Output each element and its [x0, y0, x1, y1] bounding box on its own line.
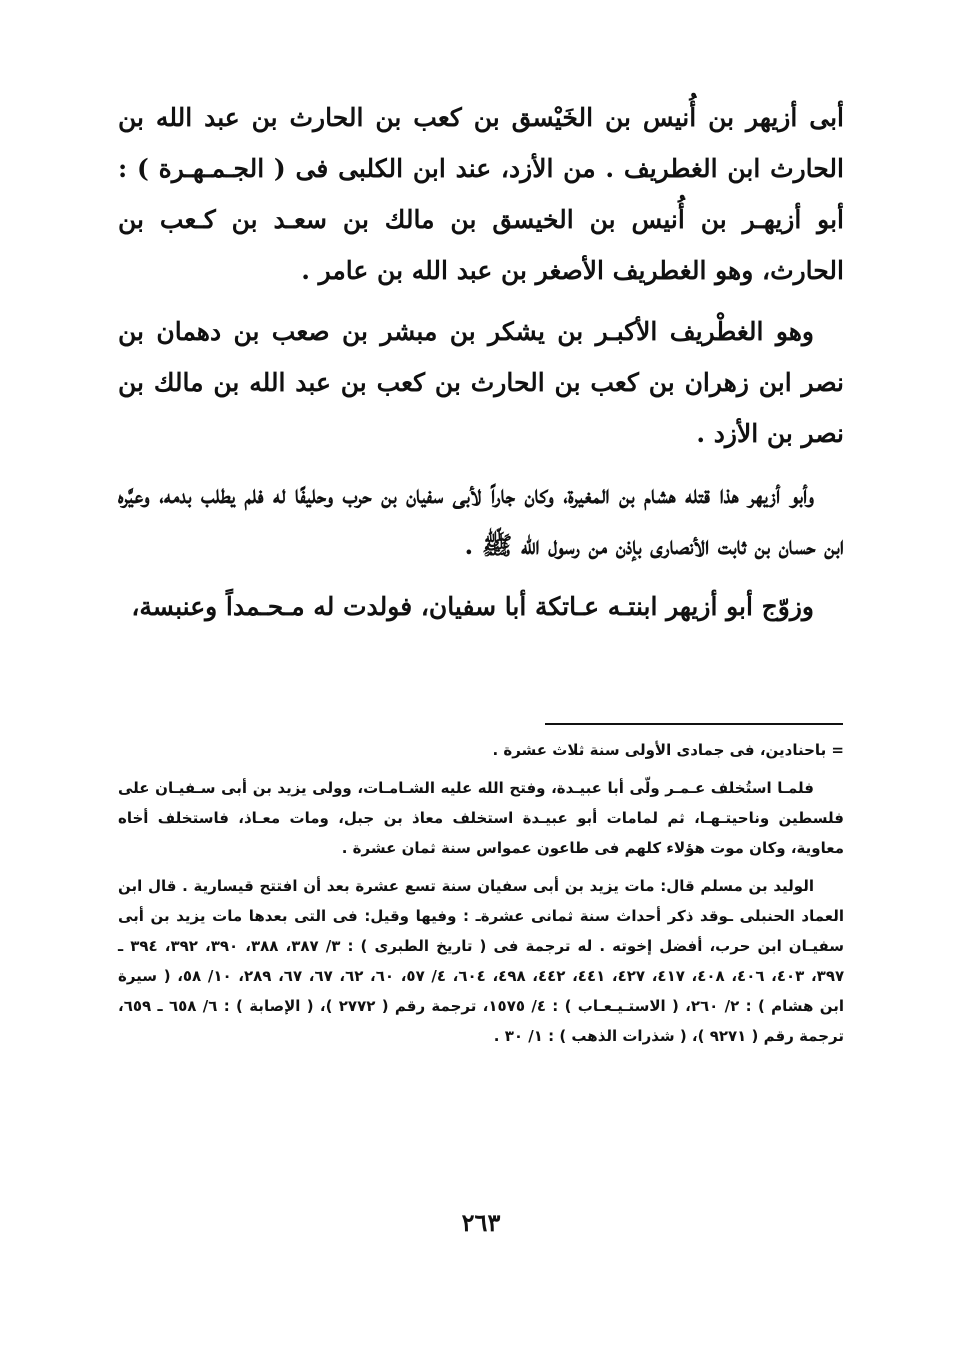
footnote-paragraph-1: فلمـا استُخلف عـمـر ولّى أبا عبيـدة، وفتح الله عليه الشـامـات، وولى يزيد بن أبى سـفيـان على فلسطين وناحيتـهـا، ثم لمامات أبو عبيـدة استخلف معاذ بن جبل، ومات معـاذ، فاستخلف أخاه معاوية، وكان موت هؤلاء كلهم فى طاعون عمواس سنة ثمان عشرة .	[118, 779, 844, 857]
footnote-continuation: = باحنادين، فى جمادى الأولى سنة ثلاث عشرة .	[492, 741, 844, 759]
main-paragraph-4: وزوّج أبو أزيهر ابنتـه عـاتكة أبا سفيان، فولدت له مـحـمداً وعنبسة،	[131, 592, 814, 621]
footnote-divider	[545, 723, 843, 725]
footnote-paragraph-2: الوليد بن مسلم قال: مات يزيد بن أبى سفيان سنة تسع عشرة بعد أن افتتح قيسارية . قال ابن العماد الحنبلى ـوقد ذكر أحداث سنة ثمانى عشرةـ : وفيها وقيل: فى التى بعدها مات يزيد بن أبى سفيـان ابن حرب، أفضل إخوته . له ترجمة فى ( تاريخ الطبرى ) : ٣/ ٣٨٧، ٣٨٨، ٣٩٠، ٣٩٢، ٣٩٤ ـ ٣٩٧، ٤٠٣، ٤٠٦، ٤٠٨، ٤١٧، ٤٢٧، ٤٤١، ٤٤٢، ٤٩٨، ٦٠٤، ٤/ ٥٧، ٦٠، ٦٢، ٦٧، ٦٧، ٢٨٩، ١٠/ ٥٨، ( سيرة ابن هشام ) : ٢/ ٢٦٠، ( الاستـيـعـاب ) : ٤/ ١٥٧٥، ترجمة رقم ( ٢٧٧٢ )، ( الإصابة ) : ٦/ ٦٥٨ ـ ٦٥٩، ترجمة رقم ( ٩٢٧١ )، ( شذرات الذهب ) : ١/ ٣٠ .	[118, 877, 845, 1045]
main-text	[118, 92, 844, 642]
main-paragraph-2: وهو الغطْريف الأكبـر بن يشكر بن مبشر بن صعب بن دهمان بن نصر ابن زهران بن كعب بن الحارث بن كعب بن عبد الله بن مالك بن نصر بن الأزد .	[118, 317, 844, 448]
main-paragraph-3: وأبو أزيهر هذا قتله هشام بن المغيرة، وكان جاراً لأبى سفيان بن حرب وحليفًا له فلم يطلب بدمه، وعيَّره ابن حسان بن ثابت الأنصارى بإذن من رسول الله ﷺ .	[118, 480, 844, 560]
main-paragraph-1: أبى أزيهر بن أُنيس بن الخَيْسق بن كعب بن الحارث بن عبد الله بن الحارث ابن الغطريف . من الأزد، عند ابن الكلبى فى ( الجـمـهـرة ) : أبو أزيهـر بن أُنيس بن الخيسق بن مالك بن سعـد بن كـعب بن الحارث، وهو الغطريف الأصغر بن عبد الله بن عامر .	[118, 103, 844, 285]
page-number: ٢٦٣	[461, 1208, 501, 1237]
footnotes	[118, 735, 844, 1059]
